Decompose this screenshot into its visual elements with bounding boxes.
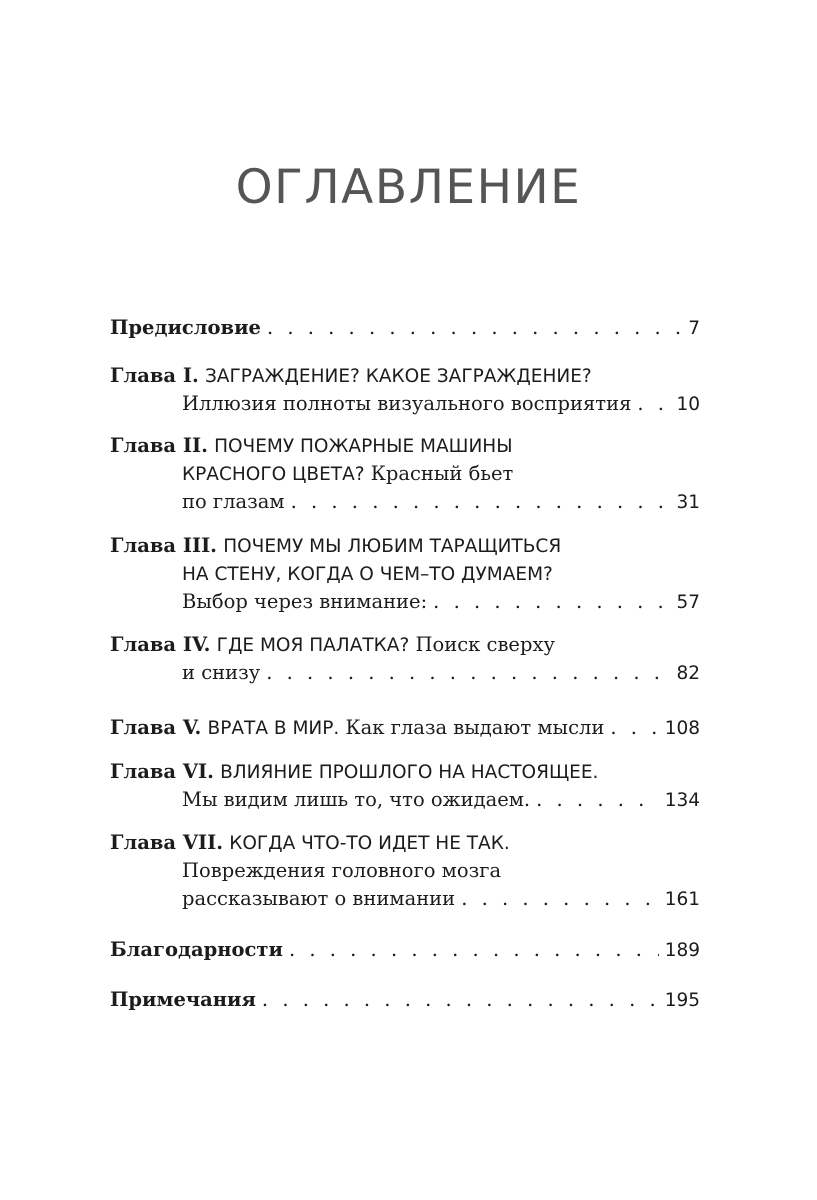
toc-entry-ch4-subtitle[interactable] bbox=[182, 658, 700, 688]
chapter-subtitle: Выбор через внимание: bbox=[182, 590, 428, 613]
entry-label: Благодарности bbox=[110, 938, 283, 961]
chapter-label: Глава V. bbox=[110, 716, 202, 739]
chapter-title: НА СТЕНУ, КОГДА О ЧЕМ–ТО ДУМАЕМ? bbox=[182, 564, 553, 585]
page-number: 82 bbox=[676, 663, 700, 684]
chapter-label: Глава III. bbox=[110, 534, 217, 557]
chapter-title: ПОЧЕМУ ПОЖАРНЫЕ МАШИНЫ bbox=[214, 436, 513, 457]
chapter-subtitle: Как глаза выдают мысли bbox=[345, 716, 605, 739]
dot-leader bbox=[262, 985, 659, 1015]
toc-entry-ch4-title[interactable] bbox=[110, 630, 700, 660]
dot-leader bbox=[637, 389, 670, 419]
toc-entry-ch7-subtitle-2[interactable] bbox=[182, 884, 700, 914]
toc-entry-ch2-title-cont[interactable] bbox=[182, 459, 700, 489]
dot-leader bbox=[266, 658, 670, 688]
page-number: 10 bbox=[676, 394, 700, 415]
dot-leader bbox=[291, 487, 671, 517]
chapter-title: ГДЕ МОЯ ПАЛАТКА? bbox=[216, 635, 410, 656]
dot-leader bbox=[289, 935, 659, 965]
chapter-subtitle: Красный бьет bbox=[370, 462, 514, 485]
chapter-label: Глава II. bbox=[110, 434, 208, 457]
chapter-label: Глава VII. bbox=[110, 831, 223, 854]
dot-leader bbox=[536, 785, 659, 815]
chapter-title: ЗАГРАЖДЕНИЕ? КАКОЕ ЗАГРАЖДЕНИЕ? bbox=[204, 366, 592, 387]
chapter-subtitle: рассказывают о внимании bbox=[182, 887, 456, 910]
toc-entry-notes[interactable] bbox=[110, 985, 700, 1015]
chapter-label: Глава IV. bbox=[110, 633, 211, 656]
page-number: 134 bbox=[664, 790, 700, 811]
page-number: 31 bbox=[676, 492, 700, 513]
page-title: ОГЛАВЛЕНИЕ bbox=[235, 160, 582, 215]
toc-entry-ch1-title[interactable] bbox=[110, 361, 700, 391]
toc-entry-ch2-title[interactable] bbox=[110, 431, 700, 461]
page-number: 161 bbox=[664, 889, 700, 910]
chapter-subtitle: Поиск сверху bbox=[415, 633, 555, 656]
chapter-subtitle: Мы видим лишь то, что ожидаем. bbox=[182, 788, 531, 811]
page-number: 57 bbox=[676, 592, 700, 613]
dot-leader bbox=[610, 713, 658, 743]
entry-label: Предисловие bbox=[110, 316, 261, 339]
page-number: 195 bbox=[664, 990, 700, 1011]
dot-leader bbox=[461, 884, 659, 914]
page-number: 7 bbox=[688, 318, 700, 339]
dot-leader bbox=[267, 313, 682, 343]
entry-label: Примечания bbox=[110, 988, 256, 1011]
chapter-title: ПОЧЕМУ МЫ ЛЮБИМ ТАРАЩИТЬСЯ bbox=[223, 536, 562, 557]
toc-entry-ch6-subtitle[interactable] bbox=[182, 785, 700, 815]
chapter-subtitle: Иллюзия полноты визуального восприятия bbox=[182, 392, 632, 415]
toc-entry-ch7-title[interactable] bbox=[110, 828, 700, 858]
toc-entry-ch5[interactable] bbox=[110, 713, 700, 743]
page-number: 189 bbox=[664, 940, 700, 961]
toc-entry-ch3-subtitle[interactable] bbox=[182, 587, 700, 617]
page-number: 108 bbox=[664, 718, 700, 739]
chapter-title: ВЛИЯНИЕ ПРОШЛОГО НА НАСТОЯЩЕЕ. bbox=[220, 762, 599, 783]
dot-leader bbox=[433, 587, 670, 617]
toc-entry-ch3-title-cont[interactable] bbox=[182, 559, 700, 589]
toc-entry-ch1-subtitle[interactable] bbox=[182, 389, 700, 419]
toc-entry-ch6-title[interactable] bbox=[110, 757, 700, 787]
toc-entry-ch2-subtitle[interactable] bbox=[182, 487, 700, 517]
chapter-subtitle: Повреждения головного мозга bbox=[182, 859, 502, 882]
chapter-title: КРАСНОГО ЦВЕТА? bbox=[182, 464, 365, 485]
chapter-label: Глава VI. bbox=[110, 760, 214, 783]
chapter-title: КОГДА ЧТО-ТО ИДЕТ НЕ ТАК. bbox=[229, 833, 510, 854]
toc-entry-preface[interactable] bbox=[110, 313, 700, 343]
toc-entry-ch7-subtitle-1[interactable] bbox=[182, 856, 700, 886]
chapter-title: ВРАТА В МИР. bbox=[207, 718, 340, 739]
chapter-subtitle: по глазам bbox=[182, 490, 285, 513]
toc-entry-ch3-title[interactable] bbox=[110, 531, 700, 561]
toc-entry-thanks[interactable] bbox=[110, 935, 700, 965]
chapter-label: Глава I. bbox=[110, 364, 199, 387]
chapter-subtitle: и снизу bbox=[182, 661, 261, 684]
